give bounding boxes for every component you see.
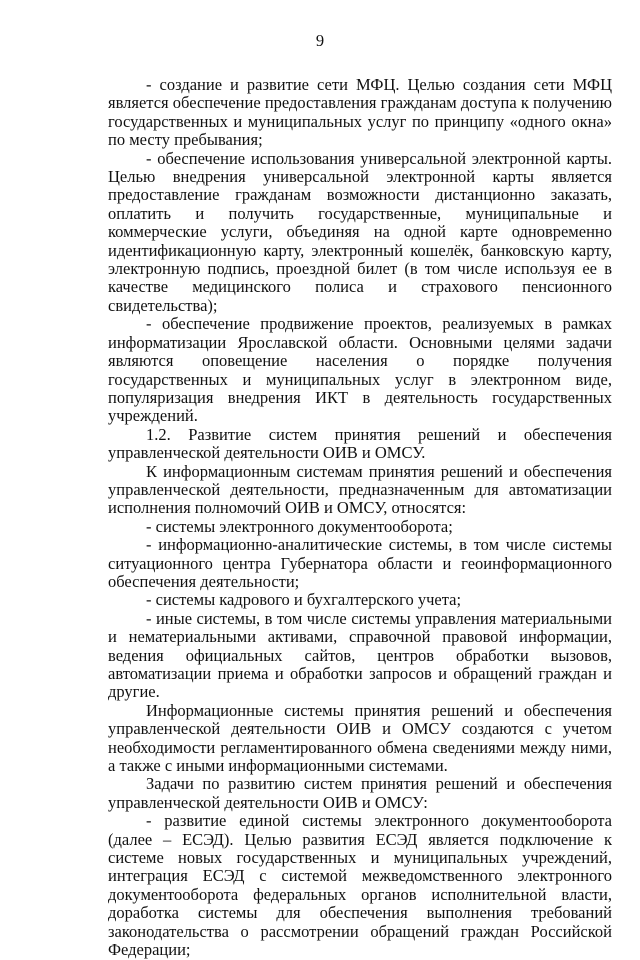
paragraph: - обеспечение продвижение проектов, реализуемых в рамках информатизации Ярославской области. Основными целями задачи являются оповещение населения о порядке получения государственных и муниципальных услуг в электронном виде, популяризация внедрения ИКТ в деятельность государственных учреждений. <box>108 314 612 426</box>
list-item: - информационно-аналитические системы, в том числе системы ситуационного центра Губернатора области и геоинформационного обеспечения деятельности; <box>108 535 612 591</box>
paragraph: К информационным системам принятия решений и обеспечения управленческой деятельности, предназначенным для автоматизации исполнения полномочий ОИВ и ОМСУ, относятся: <box>108 461 612 518</box>
list-item: - системы кадрового и бухгалтерского учета; <box>146 590 462 610</box>
section-heading: 1.2. Развитие систем принятия решений и обеспечения управленческой деятельности ОИВ и ОМСУ. <box>108 424 612 463</box>
list-item: - иные системы, в том числе системы управления материальными и нематериальными активами, справочной правовой информации, ведения официальных сайтов, центров обработки вызовов, автоматизации приема и обработки запросов и обращений граждан и другие. <box>108 608 612 702</box>
paragraph: Информационные системы принятия решений и обеспечения управленческой деятельности ОИВ и ОМСУ создаются с учетом необходимости регламентированного обмена сведениями между ними, а также с иными информационными системами. <box>108 700 612 776</box>
paragraph: - обеспечение использования универсальной электронной карты. Целью внедрения универсальной электронной карты является предоставление гражданам возможности дистанционно заказать, оплатить и получить государственные, муниципальные и коммерческие услуги, объединяя на одной карте одновременно идентификационную карту, электронный кошелёк, банковскую карту, электронную подпись, проездной билет (в том числе используя ее в качестве медицинского полиса и страхового пенсионного свидетельства); <box>108 148 612 315</box>
list-item: - развитие единой системы электронного документооборота (далее – ЕСЭД). Целью развития ЕСЭД является подключение к системе новых государственных и муниципальных учреждений, интеграция ЕСЭД с системой межведомственного электронного документооборота федеральных органов исполнительной власти, доработка системы для обеспечения выполнения требований законодательства о рассмотрении обращений граждан Российской Федерации; <box>108 811 612 960</box>
document-body <box>108 76 612 960</box>
page-number: 9 <box>315 31 325 50</box>
paragraph: Задачи по развитию систем принятия решений и обеспечения управленческой деятельности ОИВ и ОМСУ: <box>108 774 612 812</box>
paragraph: - создание и развитие сети МФЦ. Целью создания сети МФЦ является обеспечение предоставления гражданам доступа к получению государственных и муниципальных услуг по принципу «одного окна» по месту пребывания; <box>108 75 612 150</box>
list-item: - системы электронного документооборота; <box>146 516 453 536</box>
